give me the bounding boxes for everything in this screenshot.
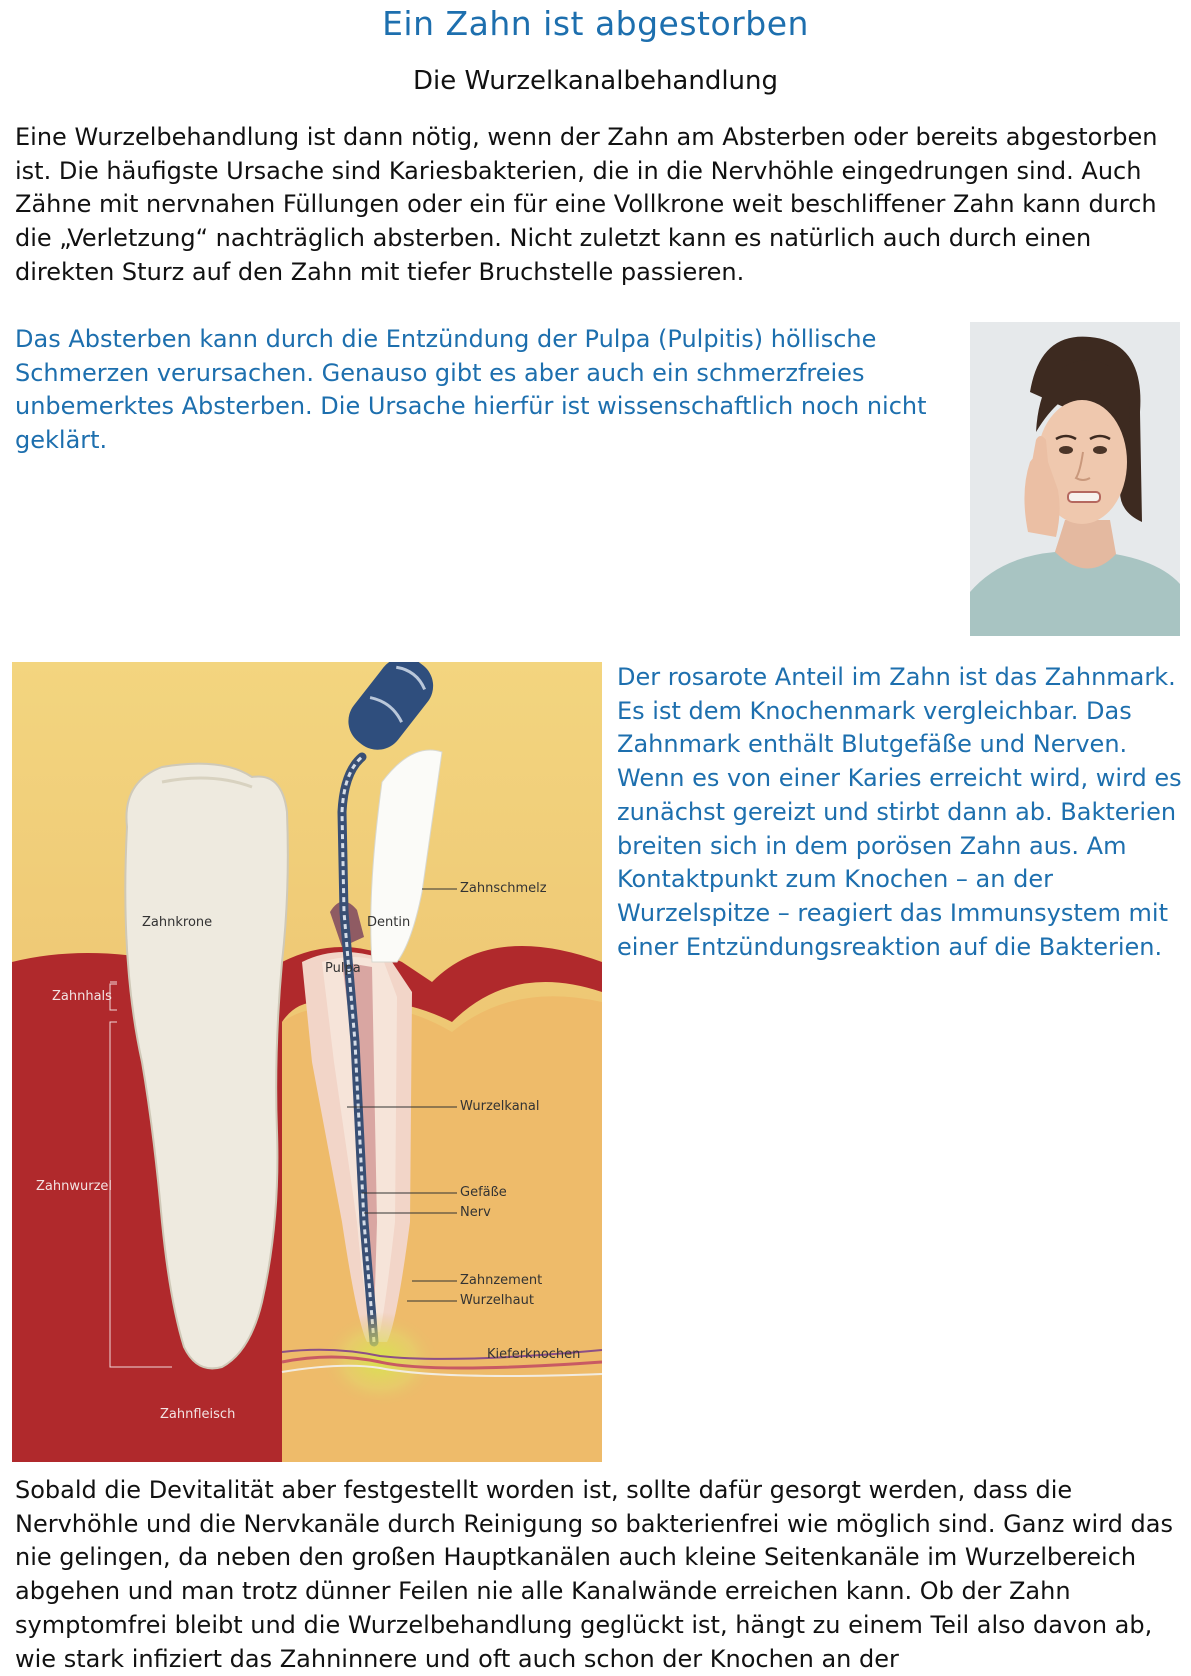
label-dentin: Dentin bbox=[367, 915, 411, 930]
label-zahnwurzel: Zahnwurzel bbox=[36, 1179, 113, 1194]
label-wurzelkanal: Wurzelkanal bbox=[460, 1099, 540, 1114]
label-zahnkrone: Zahnkrone bbox=[142, 915, 213, 930]
intro-paragraph: Eine Wurzelbehandlung ist dann nötig, wenn der Zahn am Absterben oder bereits abgestorben ist. Die häufigste Ursache sind Kariesbakterien, die in die Nervhöhle eingedrungen sind. Auch Zähne mit nervnahen Füllungen oder ein für eine Vollkrone weit beschliffener Zahn kann durch die „Verletzung“ nachträglich absterben. Nicht zuletzt kann es natürlich auch durch einen direkten Sturz auf den Zahn mit tiefer Bruchstelle passieren. bbox=[15, 123, 1158, 286]
label-nerv: Nerv bbox=[460, 1205, 491, 1220]
inflammation-glow bbox=[320, 1312, 440, 1408]
label-kieferknochen: Kieferknochen bbox=[487, 1347, 581, 1362]
label-zahnfleisch: Zahnfleisch bbox=[160, 1407, 236, 1422]
label-gefaesse: Gefäße bbox=[460, 1185, 507, 1200]
label-zahnschmelz: Zahnschmelz bbox=[460, 881, 547, 896]
label-zahnzement: Zahnzement bbox=[460, 1273, 543, 1288]
label-pulpa: Pulpa bbox=[325, 961, 361, 976]
pulp-paragraph: Der rosarote Anteil im Zahn ist das Zahnmark. Es ist dem Knochenmark vergleichbar. Das Zahnmark enthält Blutgefäße und Nerven. Wenn es von einer Karies erreicht wird, wird es zunächst gereizt und stirbt dann ab. Bakterien breiten sich in dem porösen Zahn aus. Am Kontaktpunkt zum Knochen – an der Wurzelspitze – reagiert das Immunsystem mit einer Entzündungsreaktion auf die Bakterien. bbox=[617, 663, 1182, 961]
tooth-anatomy-diagram bbox=[12, 662, 602, 1462]
page-title: Ein Zahn ist abgestorben bbox=[382, 4, 809, 43]
pain-paragraph: Das Absterben kann durch die Entzündung der Pulpa (Pulpitis) höllische Schmerzen verursachen. Genauso gibt es aber auch ein schmerzfreies unbemerktes Absterben. Die Ursache hierfür ist wissenschaftlich noch nicht geklärt. bbox=[15, 325, 927, 455]
label-wurzelhaut: Wurzelhaut bbox=[460, 1293, 534, 1308]
treatment-paragraph: Sobald die Devitalität aber festgestellt worden ist, sollte dafür gesorgt werden, dass die Nervhöhle und die Nervkanäle durch Reinigung so bakterienfrei wie möglich sind. Ganz wird das nie gelingen, da neben den großen Hauptkanälen auch kleine Seitenkanäle im Wurzelbereich abgehen und man trotz dünner Feilen nie alle Kanalwände erreichen kann. Ob der Zahn symptomfrei bleibt und die Wurzelbehandlung geglückt ist, hängt zu einem Teil also davon ab, wie stark infiziert das Zahninnere und oft auch schon der Knochen an der bbox=[15, 1476, 1173, 1673]
label-zahnhals: Zahnhals bbox=[52, 989, 112, 1004]
toothache-woman-photo bbox=[970, 322, 1180, 636]
page-subtitle: Die Wurzelkanalbehandlung bbox=[412, 66, 779, 96]
